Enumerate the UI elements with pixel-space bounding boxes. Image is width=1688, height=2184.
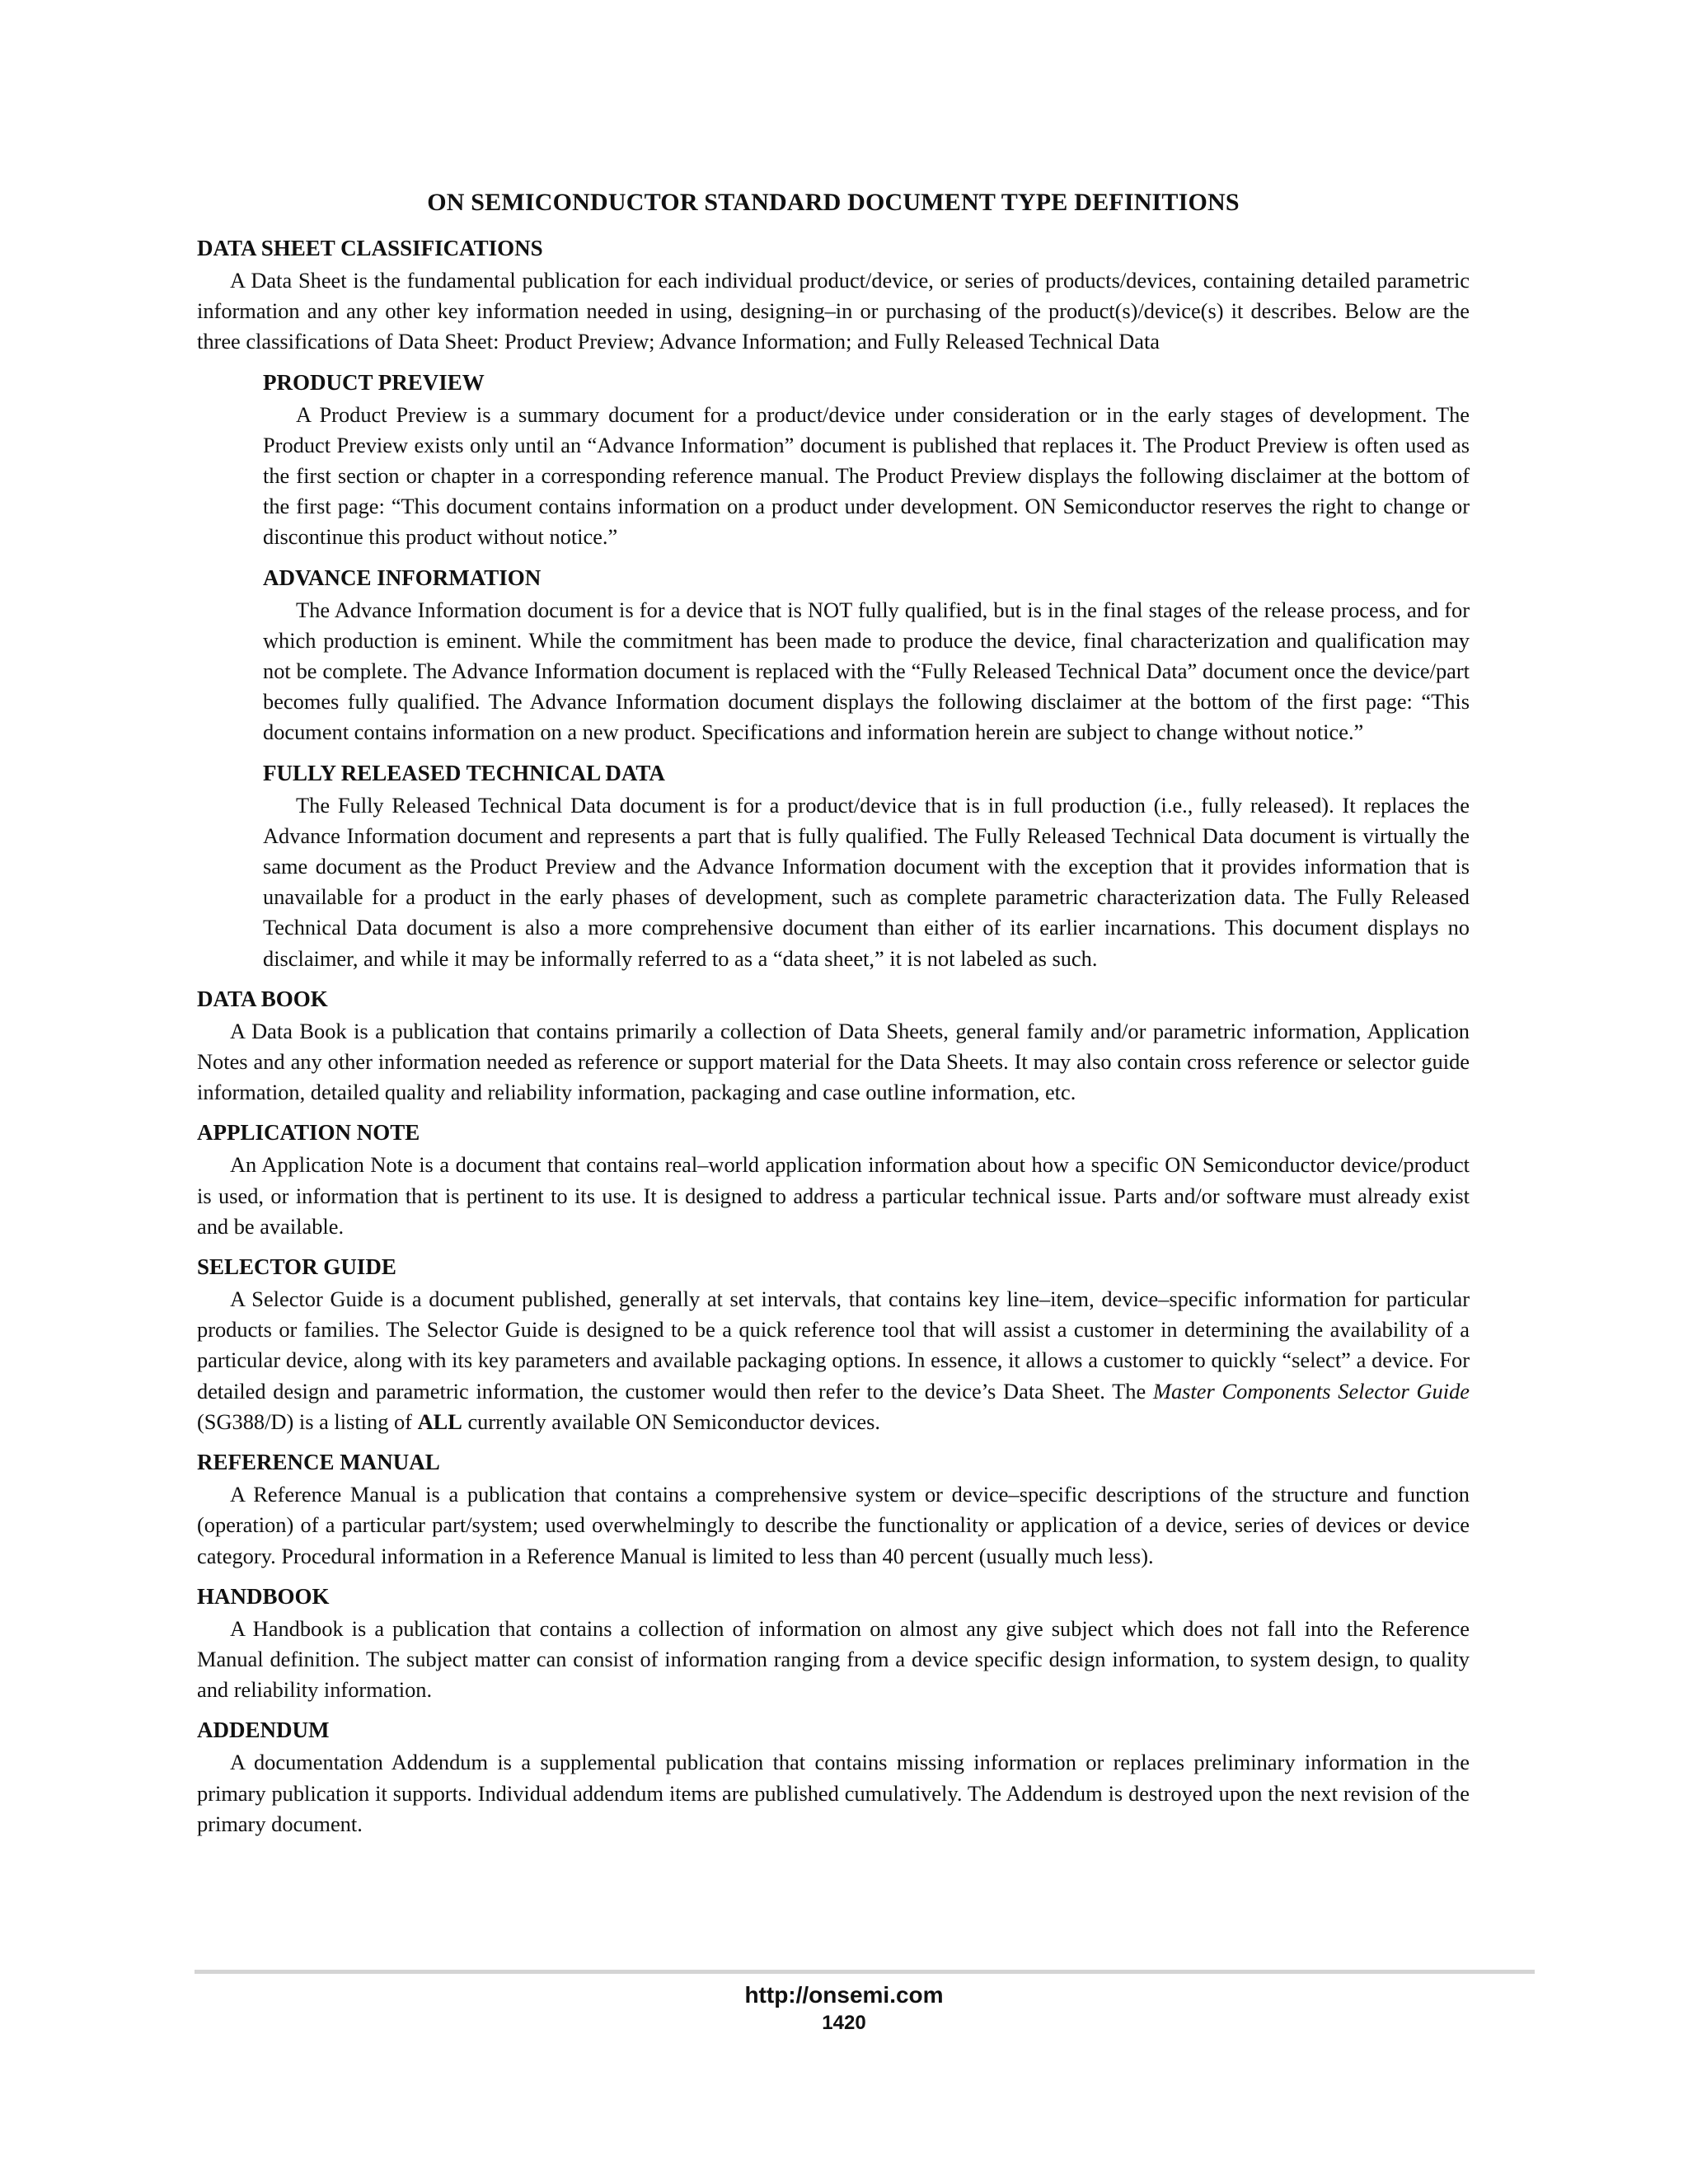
selector-guide-title-italic: Master Components Selector Guide [1152, 1378, 1470, 1404]
section-fully-released-technical-data [263, 759, 1470, 974]
section-data-book [197, 985, 1470, 1108]
subsection-heading: PRODUCT PREVIEW [263, 369, 485, 395]
section-heading: DATA SHEET CLASSIFICATIONS [197, 236, 543, 260]
subsection-paragraph: The Advance Information document is for a device that is NOT fully qualified, but is in the final stages of the release process, and for which production is eminent. While the commitment has been made to produce the device, final characterization and qualification may not be complete. The Advance Information document is replaced with the “Fully Released Technical Data” document once the device/part becomes fully qualified. The Advance Information document displays the following disclaimer at the bottom of the first page: “This document contains information on a new product. Specifications and information herein are subject to change without notice.” [263, 597, 1470, 745]
section-handbook [197, 1582, 1470, 1706]
section-data-sheet-classifications [197, 234, 1470, 358]
footer-divider [195, 1970, 1535, 1974]
footer-url-link[interactable]: http://onsemi.com [744, 1982, 944, 2008]
section-heading: ADDENDUM [197, 1718, 330, 1743]
subsection-paragraph: The Fully Released Technical Data document is for a product/device that is in full production (i.e., fully released). It replaces the Advance Information document and represents a part that is fully qualified. The Fully Released Technical Data document is virtually the same document as the Product Preview and the Advance Information document with the exception that it provides information that is unavailable for a product in the early phases of development, such as complete parametric characterization data. The Fully Released Technical Data document is also a more comprehensive document than either of its earlier incarnations. This document displays no disclaimer, and while it may be informally referred to as a “data sheet,” it is not labeled as such. [263, 792, 1470, 971]
page-number: 1420 [822, 2012, 866, 2034]
section-selector-guide [197, 1253, 1470, 1437]
section-paragraph: A Data Book is a publication that contains primarily a collection of Data Sheets, general family and/or parametric information, Application Notes and any other information needed as reference or support material for the Data Sheets. It may also contain cross reference or selector guide information, detailed quality and reliability information, packaging and case outline information, etc. [197, 1018, 1470, 1105]
selector-guide-text-mid: (SG388/D) is a listing of [197, 1408, 418, 1434]
page-title: ON SEMICONDUCTOR STANDARD DOCUMENT TYPE DEFINITIONS [427, 189, 1240, 216]
section-heading: HANDBOOK [197, 1583, 330, 1609]
subsection-heading: ADVANCE INFORMATION [263, 565, 542, 590]
selector-guide-text-end: currently available ON Semiconductor devices. [462, 1408, 880, 1434]
section-heading: DATA BOOK [197, 986, 328, 1011]
section-paragraph: An Application Note is a document that contains real–world application information about how a specific ON Semiconductor device/product is used, or information that is pertinent to its use. It is designed to address a particular technical issue. Parts and/or software must already exist and be available. [197, 1152, 1470, 1239]
data-sheet-subsections [263, 368, 1470, 974]
section-paragraph: A Reference Manual is a publication that contains a comprehensive system or device–specific descriptions of the structure and function (operation) of a particular part/system; used overwhelmingly to describe the functionality or application of a device, series of devices or device category. Procedural information in a Reference Manual is limited to less than 40 percent (usually much less). [197, 1482, 1470, 1568]
subsection-heading: FULLY RELEASED TECHNICAL DATA [263, 760, 665, 785]
document-body [197, 188, 1470, 1850]
section-paragraph: A Handbook is a publication that contains a collection of information on almost any give subject which does not fall into the Reference Manual definition. The subject matter can consist of information ranging from a device specific design information, to system design, to quality and reliability information. [197, 1615, 1470, 1703]
section-reference-manual [197, 1448, 1470, 1572]
selector-guide-all-bold: ALL [417, 1408, 462, 1434]
selector-guide-text: A Selector Guide is a document published, generally at set intervals, that contains key line–item, device–specific information for particular products or families. The Selector Guide is designed to be a quick reference tool that will assist a customer in determining the availability of a particular device, along with its key parameters and available packaging options. In essence, it allows a customer to quickly “select” a device. For detailed design and parametric information, the customer would then refer to the device’s Data Sheet. The [197, 1286, 1470, 1404]
section-product-preview [263, 368, 1470, 553]
section-heading: REFERENCE MANUAL [197, 1450, 440, 1475]
section-addendum [197, 1716, 1470, 1840]
section-heading: APPLICATION NOTE [197, 1120, 420, 1146]
section-paragraph: A Data Sheet is the fundamental publication for each individual product/device, or series of products/devices, containing detailed parametric information and any other key information needed in using, designing–in or purchasing of the product(s)/device(s) it describes. Below are the three classifications of Data Sheet: Product Preview; Advance Information; and Fully Released Technical Data [197, 268, 1470, 354]
section-paragraph: A documentation Addendum is a supplemental publication that contains missing information or replaces preliminary information in the primary publication it supports. Individual addendum items are published cumulatively. The Addendum is destroyed upon the next revision of the primary document. [197, 1750, 1470, 1836]
section-advance-information [263, 564, 1470, 748]
section-application-note [197, 1118, 1470, 1242]
section-heading: SELECTOR GUIDE [197, 1254, 396, 1280]
subsection-paragraph: A Product Preview is a summary document for a product/device under consideration or in the early stages of development. The Product Preview exists only until an “Advance Information” document is published that replaces it. The Product Preview is often used as the first section or chapter in a corresponding reference manual. The Product Preview displays the following disclaimer at the bottom of the first page: “This document contains information on a product under development. ON Semiconductor reserves the right to change or discontinue this product without notice.” [263, 401, 1470, 550]
section-paragraph [197, 1284, 1470, 1437]
